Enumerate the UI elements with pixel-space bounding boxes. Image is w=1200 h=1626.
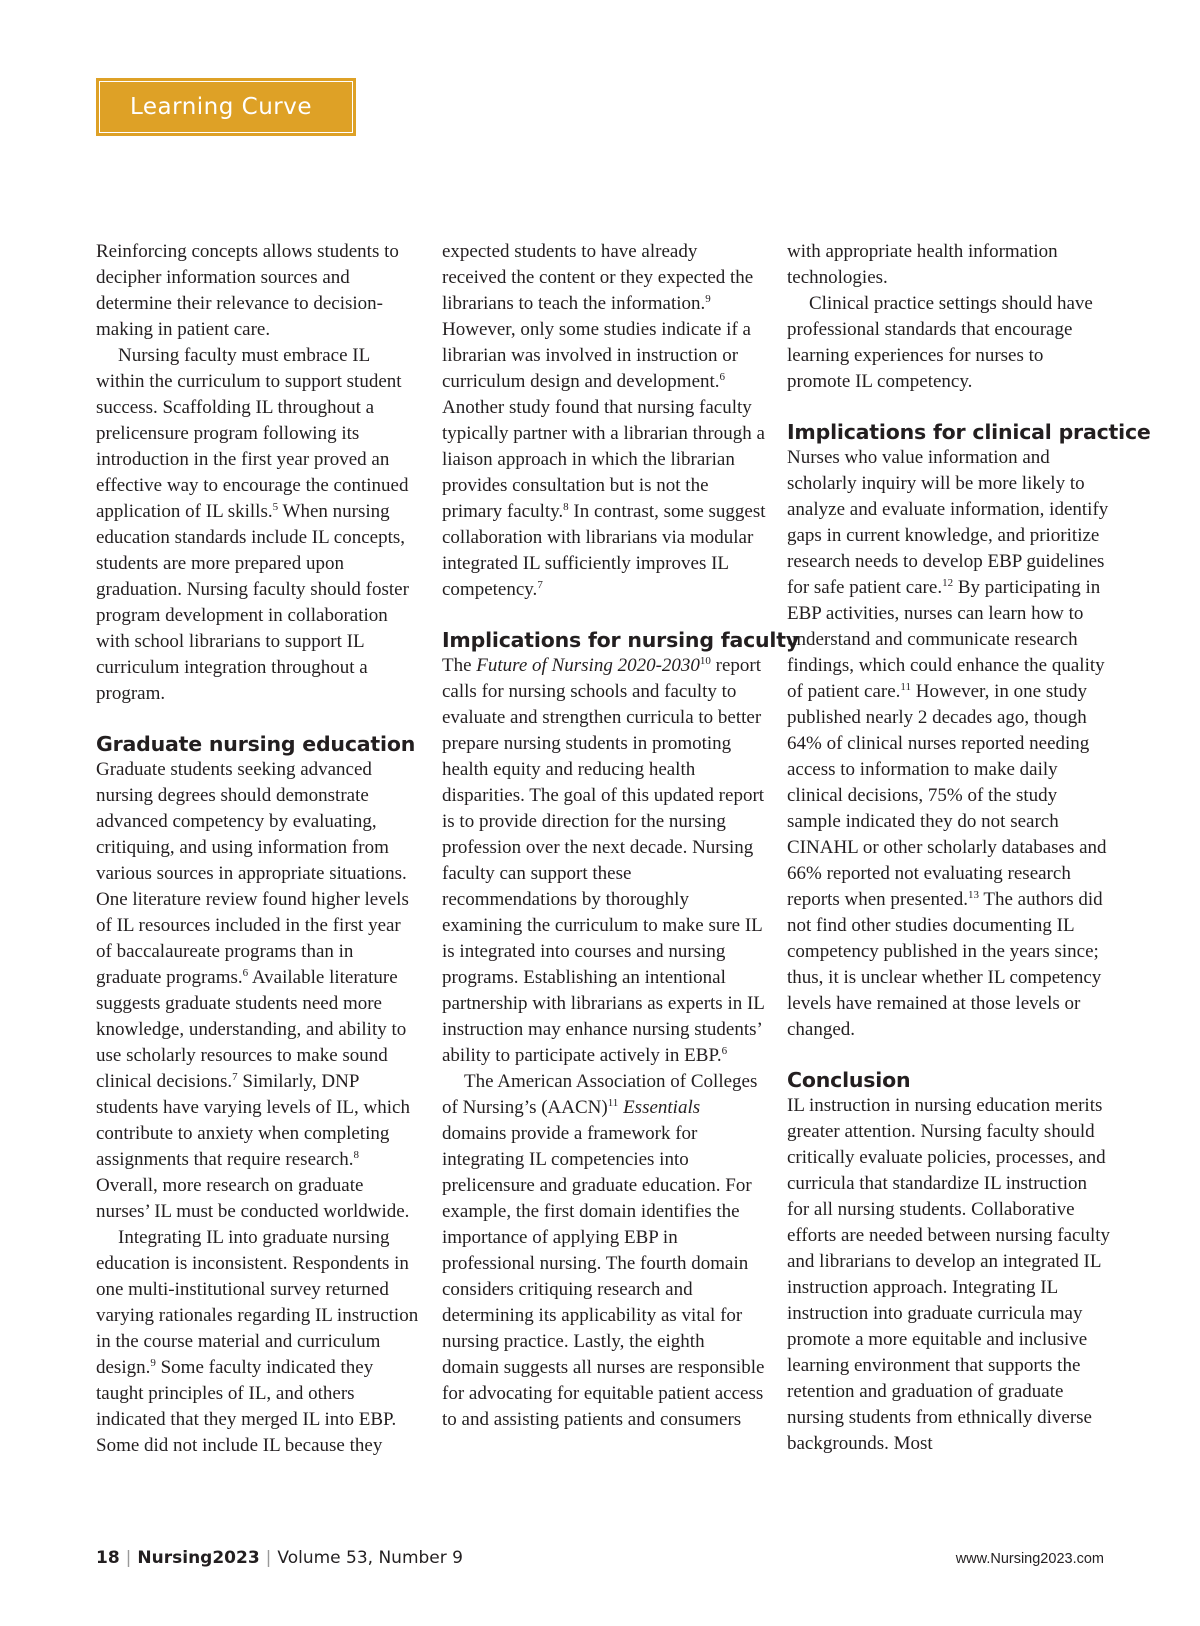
paragraph: with appropriate health information technologies. — [787, 241, 1058, 288]
reference-number: 11 — [607, 1097, 619, 1109]
paragraph: IL instruction in nursing education merits greater attention. Nursing faculty should critically evaluate policies, processes, and curricula that standardize IL instruction for all nursing students. Collaborative efforts are needed between nursing faculty and librarians to develop an integrated IL instruction approach. Integrating IL instruction into graduate curricula may promote a more equitable and inclusive learning environment that supports the retention and graduation of graduate nursing students from ethnically diverse backgrounds. Most — [787, 1095, 1111, 1454]
paragraph: The American Association of Colleges of Nursing’s (AACN)$^{11}$ Essentials domains provide a framework for integrating IL competencies into prelicensure and graduate education. For example, the first domain identifies the importance of applying EBP in professional nursing. The fourth domain considers critiquing research and determining its applicability as vital for nursing practice. Lastly, the eighth domain suggests all nurses are responsible for advocating for equitable patient access to and assisting patients and consumers — [442, 1071, 765, 1430]
reference-number: 13 — [967, 889, 979, 901]
page-number: 18 — [96, 1548, 120, 1568]
column-2 — [442, 239, 800, 1433]
footer-separator: | — [125, 1548, 132, 1568]
reference-number: 6 — [721, 1045, 728, 1057]
reference-number: 9 — [705, 293, 711, 305]
journal-url: www.Nursing2023.com — [955, 1551, 1104, 1567]
column-3 — [787, 239, 1151, 1457]
paragraph: Reinforcing concepts allows students to decipher information sources and determine their relevance to decision-making in patient care. — [96, 241, 399, 340]
reference-number: 8 — [353, 1149, 359, 1161]
reference-number: 7 — [537, 579, 543, 591]
report-title: Future of Nursing 2020-2030 — [476, 655, 700, 676]
paragraph: Nursing faculty must embrace IL within the curriculum to support student success. Scaffolding IL throughout a prelicensure program following its introduction in the first year proved an effective way to encourage the continued application of IL skills.$^5$ When nursing education standards include IL concepts, students are more prepared upon graduation. Nursing faculty should foster program development in collaboration with school librarians to support IL curriculum integration throughout a program. — [96, 345, 409, 704]
reference-number: 9 — [150, 1357, 156, 1369]
reference-number: 12 — [942, 577, 954, 589]
heading-implications-nursing-faculty: Implications for nursing faculty — [442, 628, 800, 652]
paragraph: Clinical practice settings should have professional standards that encourage learning experiences for nurses to promote IL competency. — [787, 293, 1093, 392]
reference-number: 5 — [272, 501, 279, 513]
journal-name: Nursing2023 — [137, 1548, 260, 1568]
reference-number: 11 — [900, 681, 911, 693]
paragraph: The Future of Nursing 2020-2030$^{10}$ report calls for nursing schools and faculty to evaluate and strengthen curricula to better prepare nursing students in promoting health equity and reducing health disparities. The goal of this updated report is to provide direction for the nursing profession over the next decade. Nursing faculty can support these recommendations by thoroughly examining the curriculum to make sure IL is integrated into courses and nursing programs. Establishing an intentional partnership with librarians as experts in IL instruction may enhance nursing students’ ability to participate actively in EBP.$^6$ — [442, 655, 765, 1066]
heading-implications-clinical-practice: Implications for clinical practice — [787, 420, 1151, 444]
heading-graduate-nursing-education: Graduate nursing education — [96, 732, 416, 756]
reference-number: 8 — [563, 501, 569, 513]
paragraph: Integrating IL into graduate nursing education is inconsistent. Respondents in one multi-institutional survey returned varying rationales regarding IL instruction in the course material and curriculum design.$^9$ Some faculty indicated they taught principles of IL, and others indicated that they merged IL into EBP. Some did not include IL because they — [96, 1227, 419, 1456]
essentials-title: Essentials — [618, 1097, 701, 1118]
reference-number: 6 — [242, 967, 249, 979]
page-footer — [96, 1548, 463, 1568]
reference-number: 6 — [719, 371, 726, 383]
section-badge-frame — [99, 81, 353, 133]
paragraph: expected students to have already received the content or they expected the librarians to teach the information.$^9$ However, only some studies indicate if a librarian was involved in instruction or curriculum design and development.$^6$ Another study found that nursing faculty typically partner with a librarian through a liaison approach in which the librarian provides consultation but is not the primary faculty.$^8$ In contrast, some suggest collaboration with librarians via modular integrated IL sufficiently improves IL competency.$^7$ — [442, 241, 766, 600]
footer-separator: | — [265, 1548, 272, 1568]
paragraph: Nurses who value information and scholarly inquiry will be more likely to analyze and evaluate information, identify gaps in current knowledge, and prioritize research needs to develop EBP guidelines for safe patient care.$^{12}$ By participating in EBP activities, nurses can learn how to understand and communicate research findings, which could enhance the quality of patient care.$^{11}$ However, in one study published nearly 2 decades ago, though 64% of clinical nurses reported needing access to information to make daily clinical decisions, 75% of the study sample indicated they do not search CINAHL or other scholarly databases and 66% reported not evaluating research reports when presented.$^{13}$ The authors did not find other studies documenting IL competency published in the years since; thus, it is unclear whether IL competency levels have remained at those levels or changed. — [787, 447, 1109, 1040]
section-badge — [96, 78, 356, 136]
section-label: Learning Curve — [130, 94, 313, 120]
paragraph: Graduate students seeking advanced nursing degrees should demonstrate advanced competency by evaluating, critiquing, and using information from various sources in appropriate situations. One literature review found higher levels of IL resources included in the first year of baccalaureate programs than in graduate programs.$^6$ Available literature suggests graduate students need more knowledge, understanding, and ability to use scholarly resources to make sound clinical decisions.$^7$ Similarly, DNP students have varying levels of IL, which contribute to anxiety when completing assignments that require research.$^8$ Overall, more research on graduate nurses’ IL must be conducted worldwide. — [96, 759, 410, 1222]
issue-info: Volume 53, Number 9 — [277, 1548, 463, 1568]
column-1 — [96, 239, 420, 1459]
reference-number: 10 — [699, 655, 711, 667]
reference-number: 7 — [232, 1071, 238, 1083]
heading-conclusion: Conclusion — [787, 1068, 911, 1092]
